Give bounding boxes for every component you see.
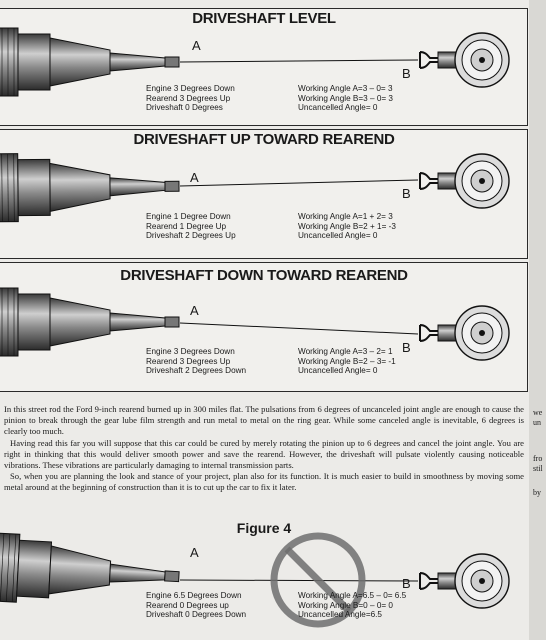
- working-angles: Working Angle A=3 – 2= 1 Working Angle B=2 – 3= -1 Uncancelled Angle= 0: [298, 347, 396, 376]
- angles-left: Engine 3 Degrees Down Rearend 3 Degrees Up Driveshaft 0 Degrees: [146, 84, 235, 113]
- point-a-label: A: [192, 38, 201, 53]
- working-angles: Working Angle A=1 + 2= 3 Working Angle B=2 + 1= -3 Uncancelled Angle= 0: [298, 212, 396, 241]
- point-b-label: B: [402, 66, 411, 81]
- point-a-label: A: [190, 303, 199, 318]
- point-b-label: B: [402, 186, 411, 201]
- paragraph: So, when you are planning the look and stance of your project, plan also for its function. It is much easier to build in smoothness by moving some metal around at the beginning of construction than it is to cut up the car to fix it later.: [4, 471, 524, 493]
- angles-left: Engine 3 Degrees Down Rearend 3 Degrees Up Driveshaft 2 Degrees Down: [146, 347, 247, 376]
- angles-left: Engine 1 Degree Down Rearend 1 Degree Up Driveshaft 2 Degrees Up: [146, 212, 236, 241]
- article-text: [4, 404, 524, 494]
- point-b-label: B: [402, 340, 411, 355]
- working-angles: Working Angle A=3 – 0= 3 Working Angle B=3 – 0= 3 Uncancelled Angle= 0: [298, 84, 393, 113]
- panel-title: DRIVESHAFT DOWN TOWARD REAREND: [120, 267, 408, 284]
- point-b-label: B: [402, 576, 411, 591]
- angles-left: Engine 6.5 Degrees Down Rearend 0 Degrees up Driveshaft 0 Degrees Down: [146, 591, 247, 620]
- working-angles: Working Angle A=6.5 – 0= 6.5 Working Angle B=0 – 0= 0 Uncancelled Angle=6.5: [298, 591, 407, 620]
- point-a-label: A: [190, 545, 199, 560]
- side-column-text: we un fro stil by: [533, 408, 543, 497]
- paragraph: In this street rod the Ford 9-inch rearend burned up in 300 miles flat. The pulsations from 6 degrees of uncanceled joint angle are enough to cause the pinion to break through the gear lube film strength and run metal to metal on the ring gear. While some canceled angle is inevitable, 6 degrees is clearly too much.: [4, 404, 524, 437]
- panel-title: DRIVESHAFT UP TOWARD REAREND: [133, 131, 395, 148]
- panel-title: DRIVESHAFT LEVEL: [192, 10, 336, 27]
- figure-title: Figure 4: [236, 520, 292, 536]
- point-a-label: A: [190, 170, 199, 185]
- paragraph: Having read this far you will suppose that this car could be cured by merely rotating the pinion up to 6 degrees and cancel the joint angle. You are right in thinking that this would deliver smooth power and save the rearend. However, the driveshaft will pulsate violently causing noticeable vibrations. These vibrations are particularly damaging to internal transmission parts.: [4, 437, 524, 471]
